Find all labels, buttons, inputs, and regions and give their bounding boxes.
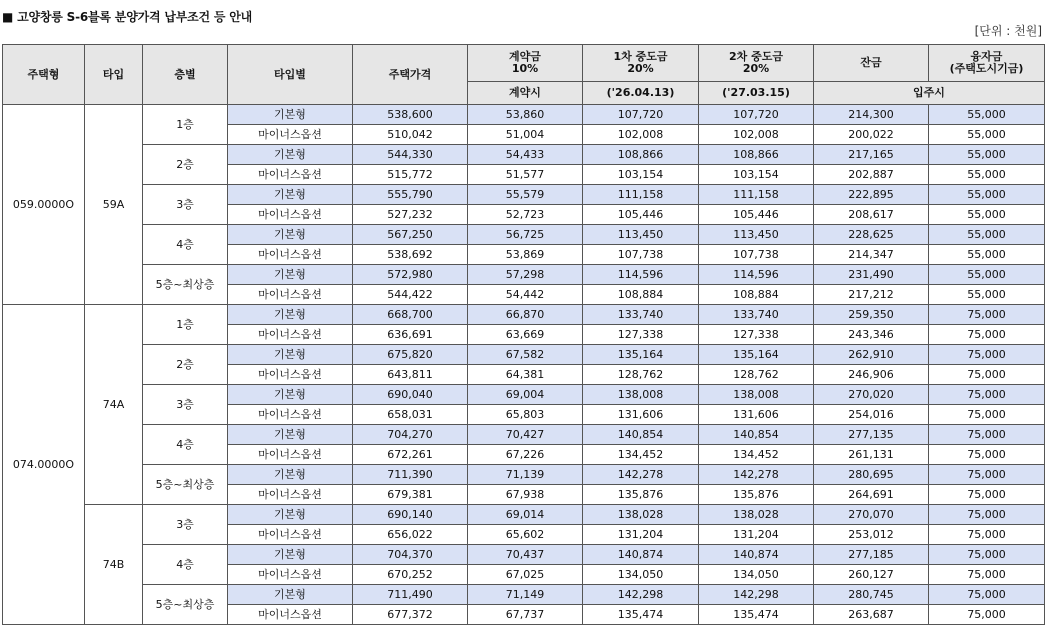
header-mid1: 1차 중도금 20% [583,45,699,82]
loan-cell: 55,000 [929,285,1045,305]
mid1-cell: 103,154 [583,165,699,185]
mid2-cell: 142,298 [699,585,814,605]
balance-cell: 222,895 [814,185,929,205]
deposit-cell: 52,723 [468,205,583,225]
deposit-cell: 71,149 [468,585,583,605]
deposit-cell: 57,298 [468,265,583,285]
option-cell: 기본형 [228,265,353,285]
loan-cell: 75,000 [929,345,1045,365]
mid2-cell: 113,450 [699,225,814,245]
loan-cell: 75,000 [929,565,1045,585]
mid2-cell: 138,028 [699,505,814,525]
option-cell: 마이너스옵션 [228,245,353,265]
header-type: 타입 [85,45,143,105]
table-row [3,185,1045,205]
balance-cell: 231,490 [814,265,929,285]
mid1-cell: 114,596 [583,265,699,285]
mid2-cell: 133,740 [699,305,814,325]
balance-cell: 246,906 [814,365,929,385]
mid1-cell: 135,164 [583,345,699,365]
mid1-cell: 108,866 [583,145,699,165]
mid2-cell: 140,854 [699,425,814,445]
balance-cell: 254,016 [814,405,929,425]
deposit-cell: 65,602 [468,525,583,545]
loan-cell: 75,000 [929,465,1045,485]
balance-cell: 261,131 [814,445,929,465]
balance-cell: 260,127 [814,565,929,585]
floor-cell: 3층 [143,505,228,545]
mid2-cell: 131,204 [699,525,814,545]
floor-cell: 2층 [143,145,228,185]
option-cell: 마이너스옵션 [228,485,353,505]
deposit-cell: 67,737 [468,605,583,625]
balance-cell: 202,887 [814,165,929,185]
balance-cell: 270,020 [814,385,929,405]
loan-cell: 75,000 [929,585,1045,605]
price-cell: 544,330 [353,145,468,165]
header-floor: 층별 [143,45,228,105]
deposit-cell: 64,381 [468,365,583,385]
loan-cell: 75,000 [929,325,1045,345]
type-cell: 74B [85,505,143,625]
table-row [3,385,1045,405]
mid1-cell: 107,738 [583,245,699,265]
loan-cell: 75,000 [929,305,1045,325]
mid1-cell: 140,874 [583,545,699,565]
page-title: ■ 고양창릉 S-6블록 분양가격 납부조건 등 안내 [2,10,253,24]
balance-cell: 263,687 [814,605,929,625]
loan-cell: 75,000 [929,365,1045,385]
mid2-cell: 135,876 [699,485,814,505]
deposit-cell: 67,582 [468,345,583,365]
header-mid2: 2차 중도금 20% [699,45,814,82]
price-cell: 555,790 [353,185,468,205]
price-cell: 704,370 [353,545,468,565]
balance-cell: 217,212 [814,285,929,305]
header-mid2-when: ('27.03.15) [699,82,814,105]
mid1-cell: 135,876 [583,485,699,505]
loan-cell: 55,000 [929,165,1045,185]
option-cell: 마이너스옵션 [228,285,353,305]
balance-cell: 243,346 [814,325,929,345]
deposit-cell: 69,014 [468,505,583,525]
option-cell: 기본형 [228,585,353,605]
option-cell: 기본형 [228,465,353,485]
mid1-cell: 131,606 [583,405,699,425]
table-row [3,425,1045,445]
loan-cell: 75,000 [929,405,1045,425]
loan-cell: 55,000 [929,185,1045,205]
mid2-cell: 140,874 [699,545,814,565]
balance-cell: 277,135 [814,425,929,445]
option-cell: 마이너스옵션 [228,405,353,425]
mid1-cell: 142,298 [583,585,699,605]
table-row [3,265,1045,285]
loan-cell: 75,000 [929,545,1045,565]
type-cell: 74A [85,305,143,505]
floor-cell: 5층~최상층 [143,465,228,505]
balance-cell: 208,617 [814,205,929,225]
unit-label: [단위 : 천원] [974,24,1042,38]
deposit-cell: 56,725 [468,225,583,245]
loan-cell: 75,000 [929,485,1045,505]
loan-cell: 75,000 [929,425,1045,445]
floor-cell: 2층 [143,345,228,385]
deposit-cell: 51,577 [468,165,583,185]
loan-cell: 55,000 [929,245,1045,265]
price-cell: 538,692 [353,245,468,265]
price-cell: 636,691 [353,325,468,345]
option-cell: 기본형 [228,105,353,125]
loan-cell: 55,000 [929,225,1045,245]
option-cell: 기본형 [228,305,353,325]
option-cell: 마이너스옵션 [228,165,353,185]
deposit-cell: 66,870 [468,305,583,325]
table-row [3,585,1045,605]
deposit-cell: 67,938 [468,485,583,505]
floor-cell: 3층 [143,385,228,425]
mid1-cell: 113,450 [583,225,699,245]
option-cell: 마이너스옵션 [228,525,353,545]
price-cell: 672,261 [353,445,468,465]
loan-cell: 75,000 [929,505,1045,525]
option-cell: 기본형 [228,345,353,365]
table-row [3,225,1045,245]
deposit-cell: 71,139 [468,465,583,485]
balance-cell: 262,910 [814,345,929,365]
price-cell: 711,490 [353,585,468,605]
mid1-cell: 134,050 [583,565,699,585]
deposit-cell: 70,437 [468,545,583,565]
deposit-cell: 54,442 [468,285,583,305]
mid2-cell: 111,158 [699,185,814,205]
mid1-cell: 138,008 [583,385,699,405]
deposit-cell: 55,579 [468,185,583,205]
mid1-cell: 138,028 [583,505,699,525]
deposit-cell: 67,226 [468,445,583,465]
price-cell: 711,390 [353,465,468,485]
price-cell: 690,140 [353,505,468,525]
balance-cell: 280,695 [814,465,929,485]
price-cell: 668,700 [353,305,468,325]
mid1-cell: 133,740 [583,305,699,325]
mid2-cell: 103,154 [699,165,814,185]
mid2-cell: 114,596 [699,265,814,285]
mid1-cell: 102,008 [583,125,699,145]
header-deposit-when: 계약시 [468,82,583,105]
mid2-cell: 107,738 [699,245,814,265]
mid1-cell: 107,720 [583,105,699,125]
loan-cell: 55,000 [929,265,1045,285]
loan-cell: 75,000 [929,445,1045,465]
price-cell: 675,820 [353,345,468,365]
price-cell: 658,031 [353,405,468,425]
price-cell: 690,040 [353,385,468,405]
header-movein: 입주시 [814,82,1045,105]
balance-cell: 200,022 [814,125,929,145]
mid2-cell: 131,606 [699,405,814,425]
mid2-cell: 135,164 [699,345,814,365]
option-cell: 기본형 [228,225,353,245]
price-table-body [3,105,1045,625]
option-cell: 기본형 [228,385,353,405]
table-row [3,305,1045,325]
mid2-cell: 108,866 [699,145,814,165]
loan-cell: 55,000 [929,105,1045,125]
house-type-cell: 059.0000O [3,105,85,305]
floor-cell: 1층 [143,305,228,345]
mid1-cell: 134,452 [583,445,699,465]
table-row [3,545,1045,565]
deposit-cell: 54,433 [468,145,583,165]
header-deposit: 계약금 10% [468,45,583,82]
deposit-cell: 63,669 [468,325,583,345]
price-cell: 544,422 [353,285,468,305]
balance-cell: 217,165 [814,145,929,165]
balance-cell: 214,347 [814,245,929,265]
type-cell: 59A [85,105,143,305]
header-option: 타입별 [228,45,353,105]
mid2-cell: 127,338 [699,325,814,345]
price-cell: 572,980 [353,265,468,285]
deposit-cell: 67,025 [468,565,583,585]
deposit-cell: 51,004 [468,125,583,145]
floor-cell: 3층 [143,185,228,225]
loan-cell: 75,000 [929,385,1045,405]
option-cell: 마이너스옵션 [228,205,353,225]
mid2-cell: 108,884 [699,285,814,305]
header-balance: 잔금 [814,45,929,82]
mid1-cell: 128,762 [583,365,699,385]
option-cell: 기본형 [228,185,353,205]
mid2-cell: 135,474 [699,605,814,625]
table-row [3,145,1045,165]
table-row [3,465,1045,485]
deposit-cell: 65,803 [468,405,583,425]
deposit-cell: 70,427 [468,425,583,445]
floor-cell: 4층 [143,545,228,585]
floor-cell: 1층 [143,105,228,145]
balance-cell: 228,625 [814,225,929,245]
mid2-cell: 138,008 [699,385,814,405]
table-row [3,105,1045,125]
price-cell: 643,811 [353,365,468,385]
balance-cell: 259,350 [814,305,929,325]
balance-cell: 214,300 [814,105,929,125]
mid2-cell: 128,762 [699,365,814,385]
house-type-cell: 074.0000O [3,305,85,625]
mid2-cell: 134,050 [699,565,814,585]
balance-cell: 270,070 [814,505,929,525]
loan-cell: 55,000 [929,125,1045,145]
option-cell: 마이너스옵션 [228,125,353,145]
option-cell: 마이너스옵션 [228,325,353,345]
price-cell: 510,042 [353,125,468,145]
mid1-cell: 127,338 [583,325,699,345]
balance-cell: 280,745 [814,585,929,605]
option-cell: 기본형 [228,545,353,565]
mid2-cell: 142,278 [699,465,814,485]
mid1-cell: 105,446 [583,205,699,225]
header-price: 주택가격 [353,45,468,105]
loan-cell: 75,000 [929,525,1045,545]
option-cell: 마이너스옵션 [228,565,353,585]
price-cell: 679,381 [353,485,468,505]
balance-cell: 253,012 [814,525,929,545]
option-cell: 마이너스옵션 [228,605,353,625]
mid1-cell: 135,474 [583,605,699,625]
mid1-cell: 140,854 [583,425,699,445]
floor-cell: 5층~최상층 [143,265,228,305]
deposit-cell: 53,869 [468,245,583,265]
header-house-type: 주택형 [3,45,85,105]
mid2-cell: 107,720 [699,105,814,125]
balance-cell: 264,691 [814,485,929,505]
option-cell: 기본형 [228,425,353,445]
option-cell: 마이너스옵션 [228,445,353,465]
loan-cell: 75,000 [929,605,1045,625]
table-row [3,345,1045,365]
mid2-cell: 134,452 [699,445,814,465]
mid1-cell: 142,278 [583,465,699,485]
mid1-cell: 131,204 [583,525,699,545]
price-cell: 656,022 [353,525,468,545]
price-cell: 677,372 [353,605,468,625]
deposit-cell: 69,004 [468,385,583,405]
price-cell: 527,232 [353,205,468,225]
floor-cell: 4층 [143,425,228,465]
price-cell: 670,252 [353,565,468,585]
header-mid1-when: ('26.04.13) [583,82,699,105]
price-cell: 538,600 [353,105,468,125]
table-row [3,505,1045,525]
mid2-cell: 102,008 [699,125,814,145]
floor-cell: 4층 [143,225,228,265]
mid1-cell: 108,884 [583,285,699,305]
balance-cell: 277,185 [814,545,929,565]
deposit-cell: 53,860 [468,105,583,125]
option-cell: 기본형 [228,145,353,165]
price-cell: 515,772 [353,165,468,185]
mid2-cell: 105,446 [699,205,814,225]
header-loan: 융자금 (주택도시기금) [929,45,1045,82]
option-cell: 마이너스옵션 [228,365,353,385]
loan-cell: 55,000 [929,205,1045,225]
price-table [2,44,1045,625]
loan-cell: 55,000 [929,145,1045,165]
floor-cell: 5층~최상층 [143,585,228,625]
price-cell: 704,270 [353,425,468,445]
mid1-cell: 111,158 [583,185,699,205]
option-cell: 기본형 [228,505,353,525]
price-cell: 567,250 [353,225,468,245]
